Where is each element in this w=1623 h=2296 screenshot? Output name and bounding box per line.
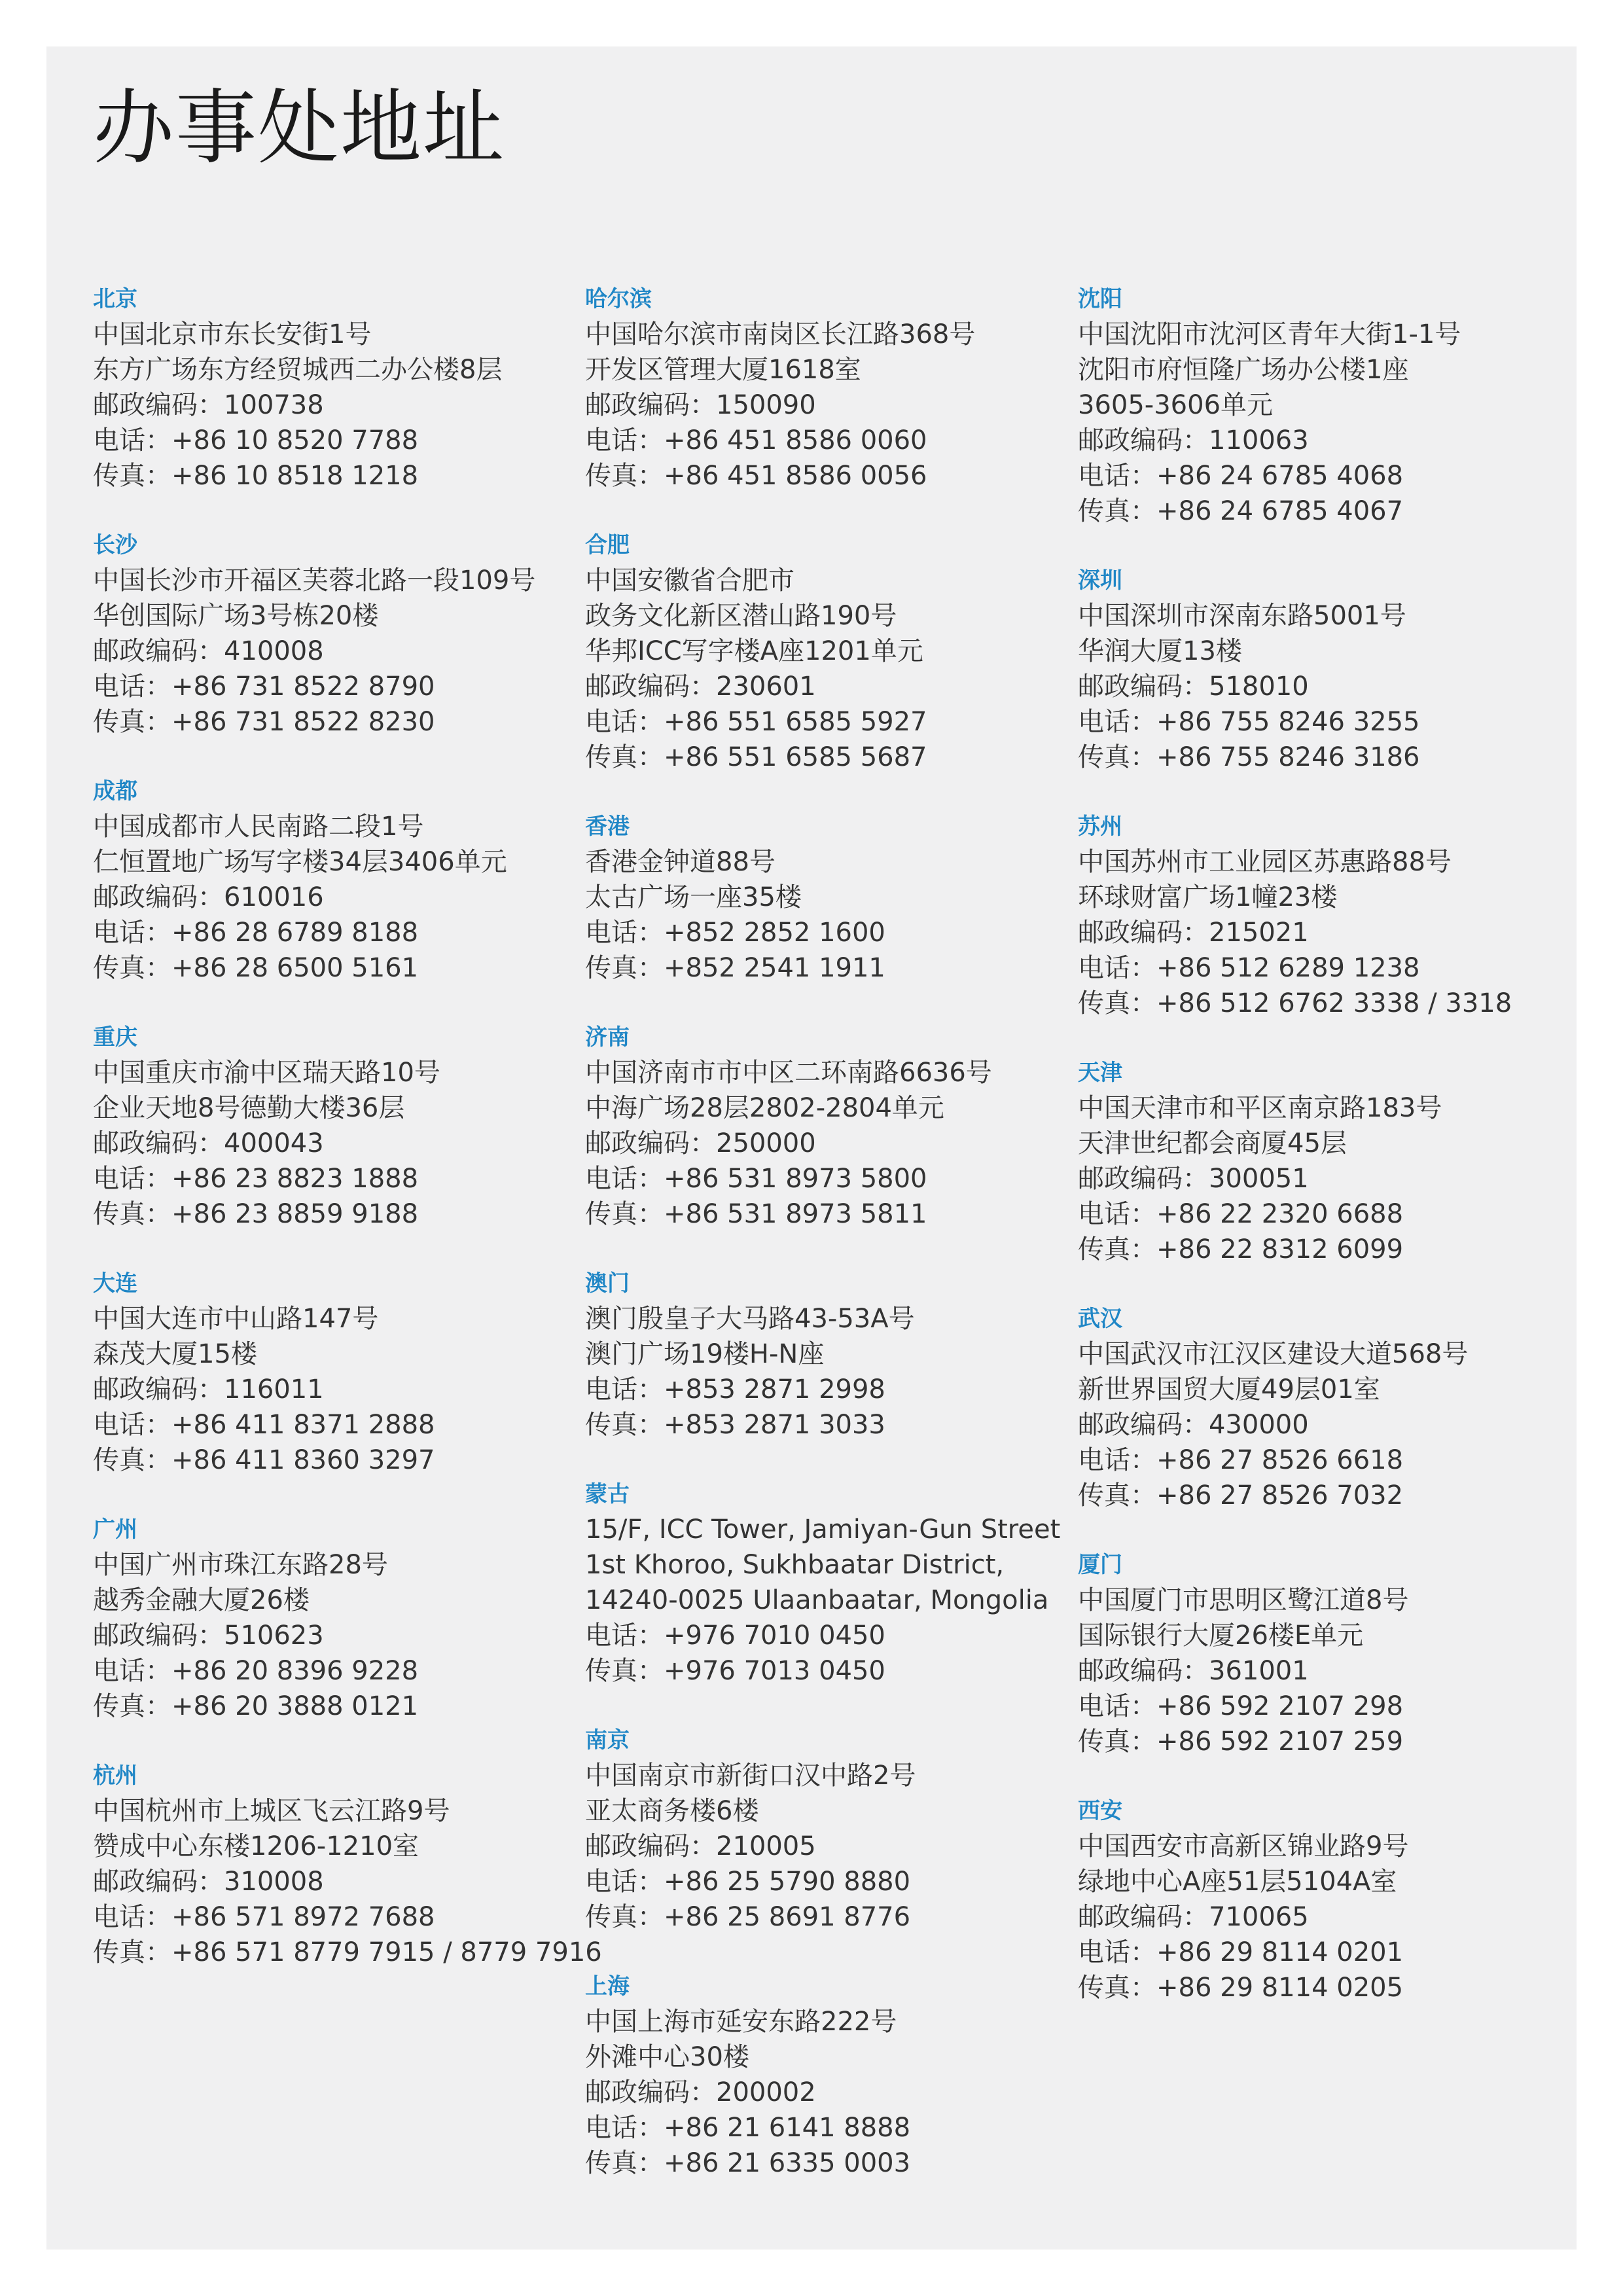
office-address-line: 中国安徽省合肥市 <box>585 565 794 596</box>
office-address-line: 邮政编码：200002 <box>585 2077 816 2108</box>
office-block <box>1078 809 1512 1021</box>
office-address-line: 电话：+86 23 8823 1888 <box>93 1164 419 1194</box>
office-address-line: 沈阳市府恒隆广场办公楼1座 <box>1078 355 1409 385</box>
office-city-name: 沈阳 <box>1078 286 1122 312</box>
office-address-line: 15/F, ICC Tower, Jamiyan-Gun Street <box>585 1515 1061 1545</box>
office-address-line: 赞成中心东楼1206-1210室 <box>93 1831 419 1861</box>
office-address-line: 仁恒置地广场写字楼34层3406单元 <box>93 847 507 877</box>
office-address-line: 环球财富广场1幢23楼 <box>1078 882 1338 912</box>
office-block <box>1078 281 1512 529</box>
office-address-line: 电话：+86 28 6789 8188 <box>93 918 419 948</box>
office-address-line: 传真：+86 24 6785 4067 <box>1078 496 1404 526</box>
office-address-line: 电话：+852 2852 1600 <box>585 918 885 948</box>
office-block <box>1078 1793 1512 2005</box>
office-address-line: 中海广场28层2802-2804单元 <box>585 1093 944 1123</box>
office-address-line: 太古广场一座35楼 <box>585 882 802 912</box>
office-address-line: 邮政编码：610016 <box>93 882 324 912</box>
office-address-line: 传真：+86 10 8518 1218 <box>93 461 419 491</box>
office-address-line: 3605-3606单元 <box>1078 390 1274 420</box>
office-address-line: 电话：+86 411 8371 2888 <box>93 1410 435 1440</box>
office-city-name: 济南 <box>585 1024 630 1050</box>
office-address-line: 邮政编码：518010 <box>1078 672 1309 702</box>
office-city-name: 重庆 <box>93 1024 137 1050</box>
office-address-line: 华润大厦13楼 <box>1078 636 1242 666</box>
office-city-name: 南京 <box>585 1727 630 1753</box>
office-block <box>93 1758 602 1970</box>
office-address-line: 华邦ICC写字楼A座1201单元 <box>585 636 923 666</box>
office-column-2 <box>585 281 1060 2215</box>
office-city-name: 上海 <box>585 1973 630 2000</box>
office-address-line: 中国武汉市江汉区建设大道568号 <box>1078 1339 1469 1369</box>
office-address-line: 电话：+86 451 8586 0060 <box>585 425 927 456</box>
office-address-line: 中国成都市人民南路二段1号 <box>93 812 424 842</box>
office-address-line: 政务文化新区潜山路190号 <box>585 601 897 631</box>
office-address-line: 越秀金融大厦26楼 <box>93 1585 310 1615</box>
office-address-line: 邮政编码：300051 <box>1078 1164 1309 1194</box>
office-block <box>585 809 1060 986</box>
office-address-line: 传真：+86 551 6585 5687 <box>585 742 927 772</box>
office-city-name: 西安 <box>1078 1798 1122 1824</box>
office-address-line: 电话：+86 10 8520 7788 <box>93 425 419 456</box>
office-address-line: 传真：+86 29 8114 0205 <box>1078 1973 1404 2003</box>
office-address-line: 澳门广场19楼H-N座 <box>585 1339 825 1369</box>
office-address-line: 传真：+86 22 8312 6099 <box>1078 1234 1404 1265</box>
office-column-1 <box>93 281 602 2004</box>
office-block <box>93 1020 602 1232</box>
office-address-line: 传真：+86 451 8586 0056 <box>585 461 927 491</box>
office-city-name: 哈尔滨 <box>585 286 652 312</box>
office-address-line: 电话：+86 571 8972 7688 <box>93 1902 435 1932</box>
office-address-line: 电话：+86 731 8522 8790 <box>93 672 435 702</box>
office-address-line: 中国杭州市上城区飞云江路9号 <box>93 1796 450 1826</box>
office-address-line: 中国深圳市深南东路5001号 <box>1078 601 1406 631</box>
office-address-line: 中国南京市新街口汉中路2号 <box>585 1761 916 1791</box>
office-address-line: 邮政编码：116011 <box>93 1374 324 1405</box>
office-address-line: 邮政编码：710065 <box>1078 1902 1309 1932</box>
office-address-line: 企业天地8号德勤大楼36层 <box>93 1093 405 1123</box>
office-address-line: 电话：+86 755 8246 3255 <box>1078 707 1420 737</box>
office-address-line: 邮政编码：510623 <box>93 1621 324 1651</box>
office-city-name: 澳门 <box>585 1270 630 1297</box>
office-address-line: 电话：+976 7010 0450 <box>585 1621 885 1651</box>
office-address-line: 电话：+86 592 2107 298 <box>1078 1691 1404 1721</box>
office-address-line: 邮政编码：100738 <box>93 390 324 420</box>
office-address-line: 邮政编码：310008 <box>93 1867 324 1897</box>
office-city-name: 深圳 <box>1078 567 1122 594</box>
page-title: 办事处地址 <box>93 81 506 175</box>
office-address-line: 电话：+86 512 6289 1238 <box>1078 953 1420 983</box>
office-address-line: 邮政编码：410008 <box>93 636 324 666</box>
office-address-line: 传真：+86 512 6762 3338 / 3318 <box>1078 988 1512 1018</box>
office-address-line: 中国长沙市开福区芙蓉北路一段109号 <box>93 565 536 596</box>
office-address-line: 中国上海市延安东路222号 <box>585 2007 897 2037</box>
office-address-line: 传真：+86 20 3888 0121 <box>93 1691 419 1721</box>
office-address-line: 传真：+86 531 8973 5811 <box>585 1199 927 1229</box>
office-city-name: 长沙 <box>93 532 137 558</box>
office-address-line: 亚太商务楼6楼 <box>585 1796 759 1826</box>
office-column-3 <box>1078 281 1512 2039</box>
office-address-line: 传真：+86 25 8691 8776 <box>585 1902 911 1932</box>
office-city-name: 武汉 <box>1078 1306 1122 1332</box>
office-block <box>93 528 602 740</box>
office-address-line: 电话：+86 531 8973 5800 <box>585 1164 927 1194</box>
office-address-line: 电话：+86 29 8114 0201 <box>1078 1937 1404 1967</box>
office-address-line: 邮政编码：250000 <box>585 1128 816 1158</box>
office-address-line: 传真：+86 571 8779 7915 / 8779 7916 <box>93 1937 602 1967</box>
office-address-line: 传真：+86 28 6500 5161 <box>93 953 419 983</box>
office-block <box>585 1020 1060 1232</box>
office-address-line: 中国大连市中山路147号 <box>93 1304 379 1334</box>
office-address-line: 开发区管理大厦1618室 <box>585 355 861 385</box>
office-address-line: 传真：+853 2871 3033 <box>585 1410 885 1440</box>
office-address-line: 邮政编码：210005 <box>585 1831 816 1861</box>
office-address-line: 传真：+86 23 8859 9188 <box>93 1199 419 1229</box>
office-block <box>585 528 1060 775</box>
office-address-line: 电话：+86 27 8526 6618 <box>1078 1445 1404 1475</box>
office-address-line: 电话：+853 2871 2998 <box>585 1374 885 1405</box>
office-block <box>93 1512 602 1724</box>
office-address-line: 中国广州市珠江东路28号 <box>93 1550 388 1580</box>
office-address-line: 电话：+86 25 5790 8880 <box>585 1867 911 1897</box>
office-address-line: 中国哈尔滨市南岗区长江路368号 <box>585 319 976 350</box>
office-address-line: 绿地中心A座51层5104A室 <box>1078 1867 1397 1897</box>
office-block <box>93 281 602 493</box>
office-address-line: 中国重庆市渝中区瑞天路10号 <box>93 1058 440 1088</box>
office-address-line: 邮政编码：215021 <box>1078 918 1309 948</box>
office-address-line: 1st Khoroo, Sukhbaatar District, <box>585 1550 1005 1580</box>
office-address-line: 中国厦门市思明区鹭江道8号 <box>1078 1585 1409 1615</box>
office-address-line: 14240-0025 Ulaanbaatar, Mongolia <box>585 1585 1049 1615</box>
office-city-name: 广州 <box>93 1516 137 1543</box>
office-city-name: 厦门 <box>1078 1552 1122 1578</box>
office-city-name: 苏州 <box>1078 814 1122 840</box>
office-address-line: 中国西安市高新区锦业路9号 <box>1078 1831 1409 1861</box>
office-block <box>585 281 1060 493</box>
office-address-line: 天津世纪都会商厦45层 <box>1078 1128 1347 1158</box>
office-address-line: 森茂大厦15楼 <box>93 1339 257 1369</box>
office-block <box>585 1266 1060 1443</box>
office-address-line: 邮政编码：150090 <box>585 390 816 420</box>
office-address-line: 华创国际广场3号栋20楼 <box>93 601 379 631</box>
office-city-name: 蒙古 <box>585 1481 630 1507</box>
office-address-line: 中国苏州市工业园区苏惠路88号 <box>1078 847 1452 877</box>
office-address-line: 传真：+976 7013 0450 <box>585 1656 885 1686</box>
office-block <box>1078 1055 1512 1267</box>
office-address-line: 电话：+86 21 6141 8888 <box>585 2113 911 2143</box>
office-address-line: 电话：+86 20 8396 9228 <box>93 1656 419 1686</box>
office-address-line: 邮政编码：400043 <box>93 1128 324 1158</box>
office-address-line: 国际银行大厦26楼E单元 <box>1078 1621 1364 1651</box>
office-address-line: 传真：+852 2541 1911 <box>585 953 885 983</box>
office-address-line: 邮政编码：230601 <box>585 672 816 702</box>
office-address-line: 传真：+86 755 8246 3186 <box>1078 742 1420 772</box>
office-address-line: 中国沈阳市沈河区青年大街1-1号 <box>1078 319 1461 350</box>
office-address-line: 传真：+86 27 8526 7032 <box>1078 1480 1404 1511</box>
office-address-line: 传真：+86 21 6335 0003 <box>585 2148 911 2178</box>
office-address-line: 电话：+86 24 6785 4068 <box>1078 461 1404 491</box>
office-address-line: 邮政编码：361001 <box>1078 1656 1309 1686</box>
office-city-name: 成都 <box>93 778 137 804</box>
office-city-name: 香港 <box>585 814 630 840</box>
office-block <box>1078 1547 1512 1759</box>
office-block <box>585 1969 1060 2181</box>
office-block <box>585 1723 1060 1935</box>
office-address-line: 外滩中心30楼 <box>585 2042 749 2072</box>
office-city-name: 天津 <box>1078 1060 1122 1086</box>
office-address-line: 邮政编码：110063 <box>1078 425 1309 456</box>
office-address-line: 中国天津市和平区南京路183号 <box>1078 1093 1442 1123</box>
office-address-line: 传真：+86 411 8360 3297 <box>93 1445 435 1475</box>
office-address-line: 中国北京市东长安街1号 <box>93 319 372 350</box>
office-address-line: 香港金钟道88号 <box>585 847 776 877</box>
office-city-name: 合肥 <box>585 532 630 558</box>
office-block <box>1078 563 1512 775</box>
office-address-line: 电话：+86 22 2320 6688 <box>1078 1199 1404 1229</box>
office-address-line: 澳门殷皇子大马路43-53A号 <box>585 1304 915 1334</box>
office-address-line: 中国济南市市中区二环南路6636号 <box>585 1058 992 1088</box>
office-address-line: 新世界国贸大厦49层01室 <box>1078 1374 1380 1405</box>
office-city-name: 北京 <box>93 286 137 312</box>
office-block <box>585 1477 1060 1689</box>
office-address-line: 传真：+86 592 2107 259 <box>1078 1727 1404 1757</box>
office-address-line: 电话：+86 551 6585 5927 <box>585 707 927 737</box>
office-address-line: 东方广场东方经贸城西二办公楼8层 <box>93 355 503 385</box>
office-block <box>1078 1301 1512 1513</box>
office-city-name: 杭州 <box>93 1763 137 1789</box>
office-address-line: 邮政编码：430000 <box>1078 1410 1309 1440</box>
office-address-line: 传真：+86 731 8522 8230 <box>93 707 435 737</box>
office-block <box>93 774 602 986</box>
office-block <box>93 1266 602 1478</box>
office-city-name: 大连 <box>93 1270 137 1297</box>
